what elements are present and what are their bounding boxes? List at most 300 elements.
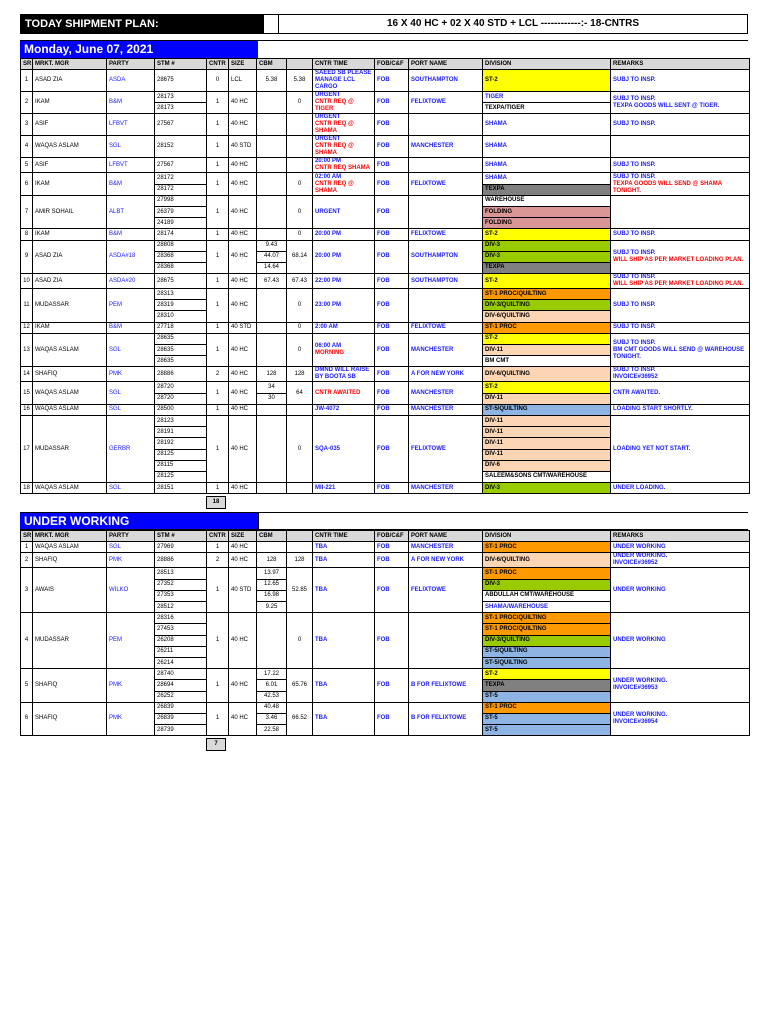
table-row [21, 289, 750, 300]
port-name: A FOR NEW YORK [409, 367, 483, 382]
cbm-total [287, 542, 313, 553]
remarks [611, 195, 750, 229]
container-size: LCL [229, 70, 257, 92]
time-text: TBA [315, 543, 328, 550]
market-manager: WAQAS ASLAM [33, 136, 107, 158]
remarks [611, 92, 750, 114]
column-header: CBM [257, 59, 287, 70]
column-header: REMARKS [611, 531, 750, 542]
fob-terms: FOB [375, 322, 409, 333]
stm-number: 28739 [155, 725, 207, 736]
cbm-value: 5.38 [257, 70, 287, 92]
cbm-value [257, 613, 287, 669]
port-name: FELIXTOWE [409, 322, 483, 333]
table-row [21, 136, 750, 158]
cbm-total: 5.38 [287, 70, 313, 92]
remark-line: SUBJ TO INSP. [613, 77, 656, 83]
time-text: MII-221 [315, 484, 336, 491]
cbm-total: 0 [287, 195, 313, 229]
fob-terms: FOB [375, 240, 409, 274]
container-size: 40 HC [229, 289, 257, 323]
remarks [611, 136, 750, 158]
fob-terms: FOB [375, 289, 409, 323]
stm-number: 27998 [155, 195, 207, 206]
stm-number: 28368 [155, 262, 207, 273]
column-header: FOB/C&F [375, 531, 409, 542]
port-name [409, 289, 483, 323]
stm-number: 27453 [155, 624, 207, 635]
cbm-value: 13.97 [257, 568, 287, 579]
remarks [611, 404, 750, 415]
port-name [409, 195, 483, 229]
time-note: CNTR REQ SHAMA [315, 165, 370, 172]
cbm-total: 0 [287, 229, 313, 240]
stm-number: 28151 [155, 483, 207, 494]
remark-line: UNDER WORKING. [613, 711, 668, 718]
column-header: STM # [155, 59, 207, 70]
remarks [611, 483, 750, 494]
port-name: MANCHESTER [409, 333, 483, 367]
cbm-total: 0 [287, 289, 313, 323]
party: LFBVT [107, 158, 155, 173]
container-size: 40 HC [229, 483, 257, 494]
division: BM CMT [483, 356, 611, 367]
time-text: TBA [315, 681, 328, 688]
fob-terms: FOB [375, 173, 409, 195]
column-header: SR [21, 59, 33, 70]
stm-number: 26839 [155, 713, 207, 724]
stm-number: 28313 [155, 289, 207, 300]
remark-line: UNDER WORKING [613, 543, 666, 550]
column-header: DIVISION [483, 531, 611, 542]
container-count: 2 [207, 367, 229, 382]
port-name: MANCHESTER [409, 483, 483, 494]
table-row [21, 669, 750, 680]
party: SGL [107, 382, 155, 404]
table-row [21, 240, 750, 251]
container-size: 40 HC [229, 195, 257, 229]
container-size: 40 HC [229, 415, 257, 482]
division: ST-2 [483, 669, 611, 680]
cbm-total [287, 114, 313, 136]
container-time [313, 669, 375, 703]
stm-number: 26252 [155, 691, 207, 702]
stm-number: 26208 [155, 635, 207, 646]
stm-number: 28123 [155, 415, 207, 426]
stm-number: 27567 [155, 114, 207, 136]
port-name: MANCHESTER [409, 404, 483, 415]
fob-terms: FOB [375, 158, 409, 173]
container-count: 1 [207, 136, 229, 158]
fob-terms: FOB [375, 542, 409, 553]
port-name [409, 158, 483, 173]
container-count: 1 [207, 542, 229, 553]
fob-terms: FOB [375, 404, 409, 415]
container-time [313, 415, 375, 482]
party: ASDA#20 [107, 274, 155, 289]
remarks [611, 114, 750, 136]
container-time [313, 613, 375, 669]
row-number: 14 [21, 367, 33, 382]
division: ST-1 PROC [483, 702, 611, 713]
port-name: MANCHESTER [409, 136, 483, 158]
cbm-value [257, 322, 287, 333]
container-time [313, 229, 375, 240]
container-size: 40 STD [229, 568, 257, 613]
row-number: 11 [21, 289, 33, 323]
division: DIV-6/QUILTING [483, 311, 611, 322]
fob-terms: FOB [375, 483, 409, 494]
cbm-value [257, 114, 287, 136]
remarks [611, 415, 750, 482]
remark-line: SUBJ TO INSP. [613, 121, 656, 128]
row-number: 7 [21, 195, 33, 229]
stm-number: 28310 [155, 311, 207, 322]
remarks [611, 70, 750, 92]
remark-line: INVOICE#36953 [613, 685, 658, 692]
stm-number: 28720 [155, 382, 207, 393]
remarks [611, 289, 750, 323]
cbm-value: 6.01 [257, 680, 287, 691]
row-number: 16 [21, 404, 33, 415]
fob-terms: FOB [375, 92, 409, 114]
division: DIV-3 [483, 251, 611, 262]
container-time [313, 702, 375, 736]
container-count: 1 [207, 333, 229, 367]
stm-number: 28500 [155, 404, 207, 415]
under-working-table [20, 530, 750, 736]
remarks [611, 158, 750, 173]
container-size: 40 HC [229, 669, 257, 703]
cbm-value: 22.58 [257, 725, 287, 736]
table-row [21, 333, 750, 344]
row-number: 5 [21, 158, 33, 173]
plan-header [20, 14, 748, 34]
column-header: CNTR [207, 531, 229, 542]
container-size: 40 HC [229, 240, 257, 274]
cbm-value [257, 92, 287, 114]
market-manager: WAQAS ASLAM [33, 404, 107, 415]
stm-number: 28125 [155, 449, 207, 460]
plan-header-row [21, 59, 750, 70]
division: DIV-11 [483, 449, 611, 460]
time-text: 06:00 AM [315, 343, 342, 350]
container-time [313, 158, 375, 173]
cbm-total: 67.43 [287, 274, 313, 289]
column-header: CBM [257, 531, 287, 542]
cbm-value: 67.43 [257, 274, 287, 289]
shipment-plan-table [20, 58, 750, 494]
cbm-value: 40.48 [257, 702, 287, 713]
stm-number: 28191 [155, 427, 207, 438]
row-number: 10 [21, 274, 33, 289]
remark-line: SUBJ TO INSP. [613, 173, 656, 180]
stm-number: 28316 [155, 613, 207, 624]
division: ST-1 PROC/QUILTING [483, 289, 611, 300]
table-row [21, 322, 750, 333]
time-text: CNTR AWAITED [315, 389, 361, 396]
table-row [21, 195, 750, 206]
stm-number: 28886 [155, 553, 207, 568]
cbm-value [257, 415, 287, 482]
party: ASDA [107, 70, 155, 92]
remarks [611, 333, 750, 367]
division: ST-1 PROC/QUILTING [483, 613, 611, 624]
division: SALEEM&SONS CMT/WAREHOUSE [483, 471, 611, 482]
fob-terms: FOB [375, 702, 409, 736]
party: SGL [107, 404, 155, 415]
division: SHAMA [483, 158, 611, 173]
remark-line: UNDER WORKING. [613, 678, 668, 685]
row-number: 3 [21, 114, 33, 136]
remark-line: LOADING YET NOT START. [613, 445, 691, 452]
remark-line: LOADING START SHORTLY. [613, 406, 693, 413]
remark-line: SUBJ TO INSP. [613, 95, 656, 102]
remark-line: UNDER WORKING [613, 586, 666, 593]
stm-number: 28635 [155, 356, 207, 367]
column-header: CNTR TIME [313, 531, 375, 542]
market-manager: ASAD ZIA [33, 274, 107, 289]
party: PMK [107, 702, 155, 736]
column-header: SIZE [229, 59, 257, 70]
row-number: 18 [21, 483, 33, 494]
container-time [313, 367, 375, 382]
cbm-value: 14.64 [257, 262, 287, 273]
column-header [287, 531, 313, 542]
container-count: 1 [207, 669, 229, 703]
container-time [313, 333, 375, 367]
time-text: TBA [315, 556, 328, 563]
column-header: REMARKS [611, 59, 750, 70]
market-manager: AMIR SOHAIL [33, 195, 107, 229]
column-header: SIZE [229, 531, 257, 542]
container-count: 1 [207, 114, 229, 136]
division: ST-2 [483, 333, 611, 344]
cbm-total [287, 483, 313, 494]
container-count: 1 [207, 240, 229, 274]
port-name: SOUTHAMPTON [409, 70, 483, 92]
division: ST-2 [483, 274, 611, 289]
division: ST-5/QUILTING [483, 657, 611, 668]
remarks [611, 669, 750, 703]
division: ST-1 PROC/QUILTING [483, 624, 611, 635]
plan-title: TODAY SHIPMENT PLAN: [21, 15, 263, 33]
container-count: 2 [207, 553, 229, 568]
table-row [21, 702, 750, 713]
stm-number: 28174 [155, 229, 207, 240]
remark-line: SUBJ TO INSP. [613, 367, 656, 374]
cbm-value [257, 195, 287, 229]
container-size: 40 HC [229, 367, 257, 382]
cbm-total [287, 136, 313, 158]
row-number: 5 [21, 669, 33, 703]
stm-number: 26379 [155, 206, 207, 217]
time-text: 20:00 PM [315, 253, 342, 260]
cbm-total: 52.85 [287, 568, 313, 613]
division: ST-1 PROC [483, 568, 611, 579]
table-row [21, 404, 750, 415]
division: WAREHOUSE [483, 195, 611, 206]
port-name: SOUTHAMPTON [409, 240, 483, 274]
division: DIV-3 [483, 240, 611, 251]
plan-date: Monday, June 07, 2021 [20, 41, 258, 58]
market-manager: SHAFIQ [33, 702, 107, 736]
remarks [611, 568, 750, 613]
market-manager: SHAFIQ [33, 669, 107, 703]
stm-number: 27352 [155, 579, 207, 590]
party: ASDA#18 [107, 240, 155, 274]
remarks [611, 553, 750, 568]
table-row [21, 542, 750, 553]
remarks [611, 322, 750, 333]
division: TIGER [483, 92, 611, 103]
time-text: 02:00 AM [315, 173, 342, 180]
row-number: 6 [21, 173, 33, 195]
cbm-total: 0 [287, 613, 313, 669]
time-text: TBA [315, 637, 328, 644]
remark-line: UNDER WORKING [613, 637, 666, 644]
market-manager: WAQAS ASLAM [33, 483, 107, 494]
fob-terms: FOB [375, 553, 409, 568]
row-number: 1 [21, 70, 33, 92]
fob-terms: FOB [375, 136, 409, 158]
market-manager: AWAIS [33, 568, 107, 613]
division: ST-2 [483, 382, 611, 393]
stm-number: 28886 [155, 367, 207, 382]
cbm-value [257, 158, 287, 173]
row-number: 8 [21, 229, 33, 240]
stm-number: 28675 [155, 70, 207, 92]
row-number: 13 [21, 333, 33, 367]
party: PMK [107, 553, 155, 568]
time-text: URGENT [315, 208, 341, 215]
fob-terms: FOB [375, 382, 409, 404]
time-text: URGENT [315, 114, 341, 121]
cbm-value [257, 333, 287, 367]
table-row [21, 92, 750, 103]
division: DIV-3 [483, 483, 611, 494]
stm-number: 27353 [155, 590, 207, 601]
remark-line: INVOICE#36952 [613, 374, 658, 381]
row-number: 6 [21, 702, 33, 736]
column-header: PORT NAME [409, 531, 483, 542]
column-header: MRKT. MGR [33, 59, 107, 70]
time-text: 20:00 PM [315, 230, 342, 237]
party: PEM [107, 289, 155, 323]
cbm-value [257, 542, 287, 553]
party: SGL [107, 483, 155, 494]
party: ALBT [107, 195, 155, 229]
row-number: 17 [21, 415, 33, 482]
cbm-value: 9.25 [257, 602, 287, 613]
market-manager: ASIF [33, 114, 107, 136]
market-manager: ASAD ZIA [33, 70, 107, 92]
row-number: 12 [21, 322, 33, 333]
remark-line: UNDER WORKING. [613, 553, 668, 560]
stm-number: 28319 [155, 300, 207, 311]
division: DIV-11 [483, 393, 611, 404]
remark-line: SUBJ TO INSP. [613, 230, 656, 237]
port-name: B FOR FELIXTOWE [409, 669, 483, 703]
container-count: 1 [207, 483, 229, 494]
stm-number: 28740 [155, 669, 207, 680]
market-manager: IKAM [33, 322, 107, 333]
division: DIV-6/QUILTING [483, 367, 611, 382]
fob-terms: FOB [375, 333, 409, 367]
time-text: 22:00 PM [315, 277, 342, 284]
container-time [313, 136, 375, 158]
market-manager: ASIF [33, 158, 107, 173]
division: TEXPA [483, 680, 611, 691]
time-text: JW-4072 [315, 406, 340, 413]
remarks [611, 382, 750, 404]
row-number: 15 [21, 382, 33, 404]
container-count: 1 [207, 613, 229, 669]
cbm-total: 0 [287, 322, 313, 333]
column-header: FOB/C&F [375, 59, 409, 70]
container-size: 40 STD [229, 322, 257, 333]
stm-number: 26839 [155, 702, 207, 713]
sheet [20, 14, 748, 750]
fob-terms: FOB [375, 195, 409, 229]
fob-terms: FOB [375, 229, 409, 240]
party: SGL [107, 542, 155, 553]
stm-number: 28808 [155, 240, 207, 251]
division: ST-2 [483, 229, 611, 240]
under-working-total: 7 [206, 738, 226, 751]
container-count: 1 [207, 382, 229, 404]
container-time [313, 483, 375, 494]
container-size: 40 HC [229, 613, 257, 669]
container-size: 40 STD [229, 136, 257, 158]
division: ST-5/QUILTING [483, 404, 611, 415]
cbm-value: 128 [257, 367, 287, 382]
remark-line: BM CMT GOODS WILL SEND @ WAREHOUSE TONIGHT. [613, 346, 745, 360]
container-time [313, 92, 375, 114]
container-time [313, 240, 375, 274]
container-size: 40 HC [229, 382, 257, 404]
time-text: SQA-035 [315, 445, 341, 452]
stm-number: 27969 [155, 542, 207, 553]
stm-number: 28694 [155, 680, 207, 691]
division: ST-1 PROC [483, 542, 611, 553]
table-row [21, 114, 750, 136]
stm-number: 24189 [155, 218, 207, 229]
column-header: STM # [155, 531, 207, 542]
time-text: SAEED SB PLEASE MANAGE LCL CARGO [315, 70, 372, 90]
division: TEXPA [483, 262, 611, 273]
division: ST-5 [483, 691, 611, 702]
party: WILKO [107, 568, 155, 613]
cbm-value: 128 [257, 553, 287, 568]
party: PMK [107, 669, 155, 703]
cbm-value [257, 289, 287, 323]
container-count: 1 [207, 702, 229, 736]
cbm-value: 9.43 [257, 240, 287, 251]
table-row [21, 70, 750, 92]
under-working-title: UNDER WORKING [20, 513, 258, 529]
port-name: B FOR FELIXTOWE [409, 702, 483, 736]
division: FOLDING [483, 206, 611, 217]
party: B&M [107, 92, 155, 114]
stm-number: 28675 [155, 274, 207, 289]
stm-number: 26211 [155, 646, 207, 657]
port-name [409, 613, 483, 669]
table-row [21, 415, 750, 426]
container-size: 40 HC [229, 173, 257, 195]
party: B&M [107, 229, 155, 240]
party: SGL [107, 136, 155, 158]
